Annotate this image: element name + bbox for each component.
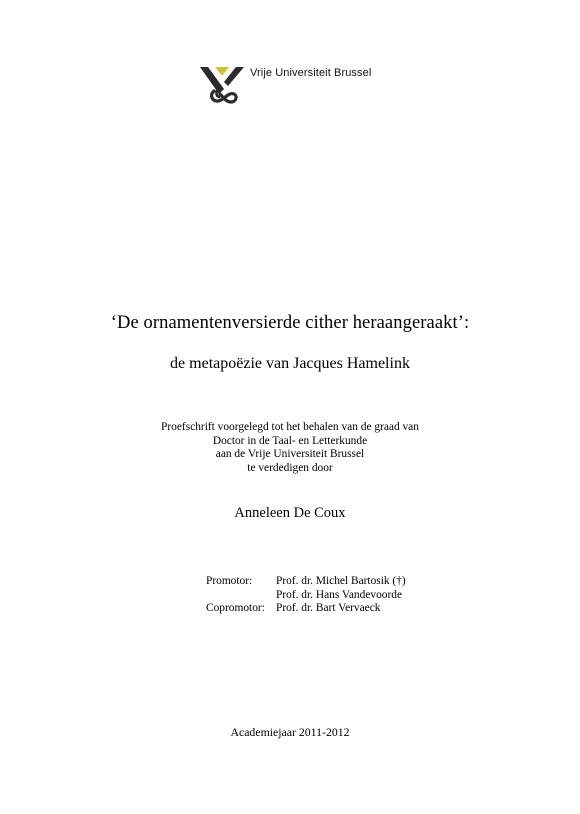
thesis-line: aan de Vrije Universiteit Brussel bbox=[215, 448, 365, 460]
copromotor-name: Prof. dr. Bart Vervaeck bbox=[276, 602, 381, 614]
promotor-role bbox=[206, 589, 276, 603]
promotor-name: Prof. dr. Michel Bartosik (†) bbox=[276, 575, 406, 587]
university-logo bbox=[200, 64, 400, 108]
vub-logo-icon bbox=[200, 64, 244, 104]
copromotor-role: Copromotor: bbox=[206, 602, 265, 614]
promotor-name: Prof. dr. Hans Vandevoorde bbox=[276, 588, 403, 601]
thesis-title: ‘De ornamentenversierde cither heraangeraakt’: bbox=[110, 313, 470, 333]
promotor-role: Promotor: bbox=[206, 575, 253, 587]
promotors-block bbox=[206, 575, 406, 616]
thesis-subtitle: de metapoëzie van Jacques Hamelink bbox=[170, 355, 410, 372]
thesis-statement bbox=[0, 421, 580, 475]
promotor-row bbox=[206, 575, 406, 589]
academic-year: Academiejaar 2011-2012 bbox=[230, 725, 350, 739]
thesis-line: Proefschrift voorgelegd tot het behalen van de graad van bbox=[161, 421, 419, 433]
university-name: Vrije Universiteit Brussel bbox=[250, 67, 372, 79]
thesis-line: te verdedigen door bbox=[247, 461, 333, 474]
copromotor-row bbox=[206, 602, 406, 616]
thesis-line: Doctor in de Taal- en Letterkunde bbox=[212, 434, 368, 447]
promotor-row bbox=[206, 589, 406, 603]
author-name: Anneleen De Coux bbox=[234, 505, 346, 521]
